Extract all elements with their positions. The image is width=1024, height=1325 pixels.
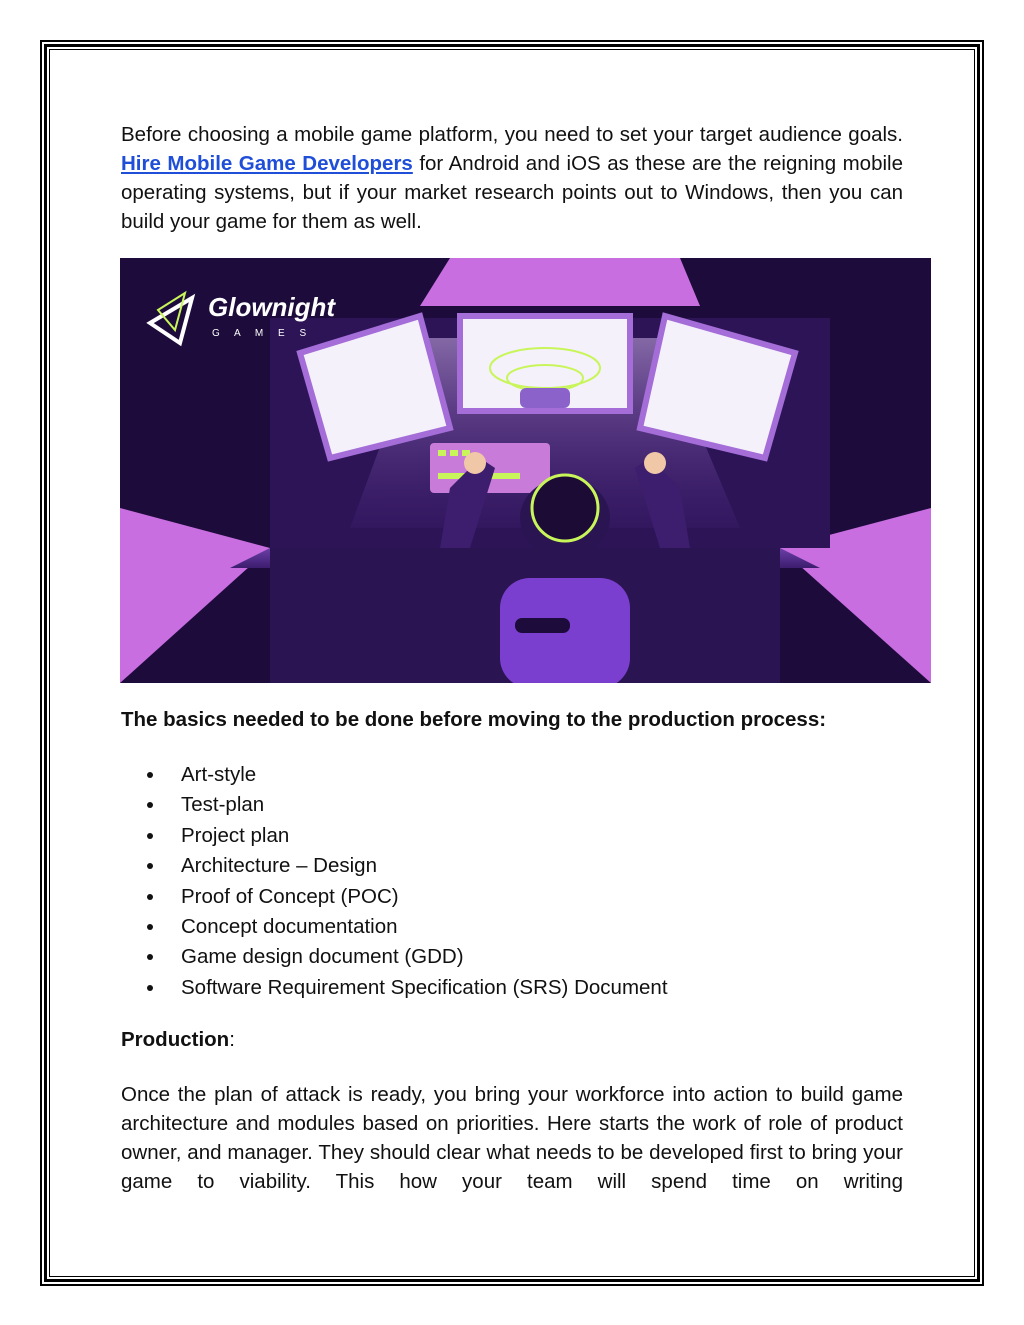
list-item	[121, 912, 668, 942]
bullet-icon	[147, 802, 153, 808]
production-paragraph: Once the plan of attack is ready, you bring your workforce into action to build game architecture and modules based on priorities. Here starts the work of role of product owner, and manager. They should clear what needs to be developed first to bring your game to viability. This how your team will spend time on writing	[121, 1083, 903, 1193]
list-item-label: Architecture – Design	[181, 854, 377, 878]
basics-heading: The basics needed to be done before moving to the production process:	[121, 708, 827, 731]
list-item-label: Software Requirement Specification (SRS) Document	[181, 975, 668, 999]
production-heading-colon: :	[229, 1028, 235, 1051]
ceiling-lamp	[420, 258, 700, 306]
production-heading	[121, 1028, 235, 1052]
list-item	[121, 790, 668, 820]
intro-text-start: Before choosing a mobile game platform, you need to set your target audience goals.	[121, 123, 903, 146]
bullet-icon	[147, 833, 153, 839]
intro-text-end: for Android and iOS as these are the reigning mobile operating systems, but if your market research points out to Windows, then you can build your game for them as well.	[121, 152, 903, 233]
basics-list	[121, 760, 668, 1003]
list-item	[121, 973, 668, 1003]
list-item-label: Project plan	[181, 823, 290, 847]
hero-illustration	[120, 258, 931, 683]
list-item-label: Test-plan	[181, 793, 265, 817]
bullet-icon	[147, 863, 153, 869]
bullet-icon	[147, 894, 153, 900]
production-heading-text: Production	[121, 1028, 230, 1051]
list-item	[121, 821, 668, 851]
intro-paragraph	[121, 120, 903, 236]
list-item-label: Game design document (GDD)	[181, 945, 464, 969]
bullet-icon	[147, 772, 153, 778]
list-item	[121, 942, 668, 972]
list-item	[121, 760, 668, 790]
bullet-icon	[147, 954, 153, 960]
bullet-icon	[147, 924, 153, 930]
hire-developers-link[interactable]: Hire Mobile Game Developers	[121, 152, 413, 175]
logo-name: Glownight	[208, 292, 336, 322]
list-item-label: Art-style	[181, 763, 257, 786]
intro-section	[121, 120, 903, 236]
bullet-icon	[147, 985, 153, 991]
list-item	[121, 882, 668, 912]
logo-sub: G A M E S	[212, 328, 313, 339]
list-item-label: Proof of Concept (POC)	[181, 884, 399, 908]
list-item-label: Concept documentation	[181, 915, 398, 939]
list-item	[121, 851, 668, 881]
